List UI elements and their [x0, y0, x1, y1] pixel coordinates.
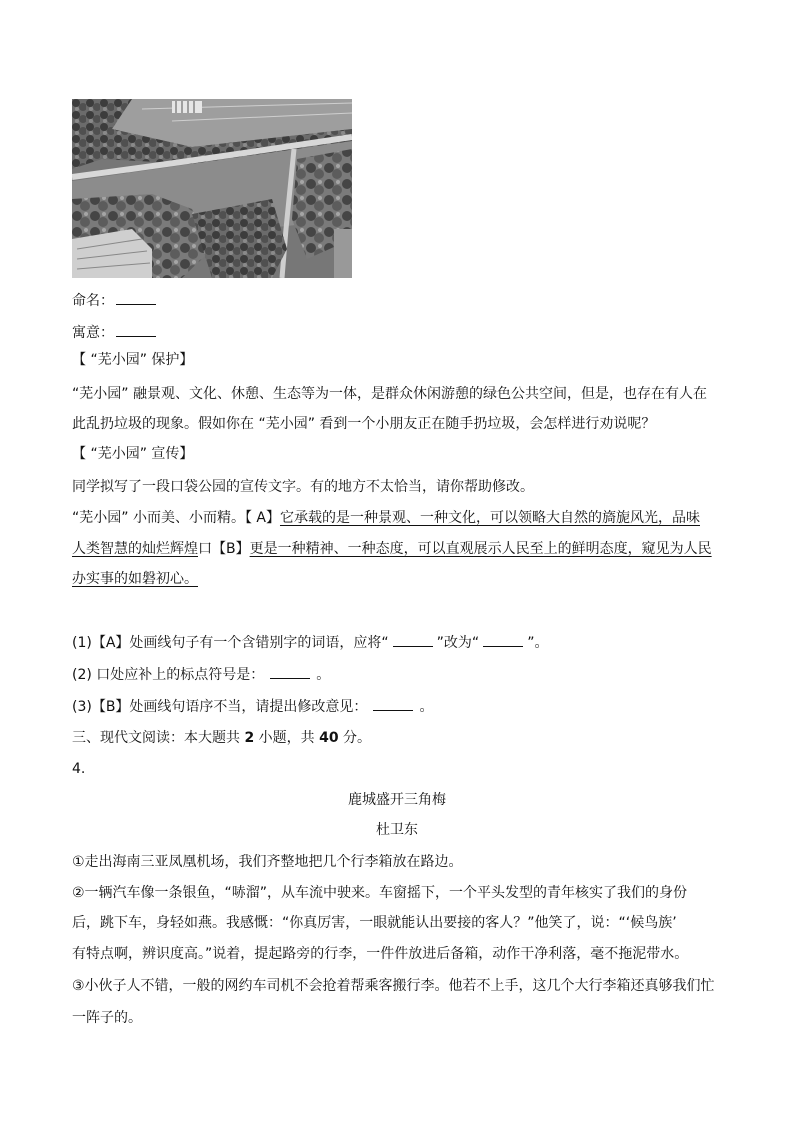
article-paragraph-2-line-3: 有特点啊，辨识度高。”说着，提起路旁的行李，一件件放进后备箱，动作干净利落，毫不拖泥带水。 [72, 946, 689, 962]
section-3-text-c: 分。 [338, 730, 372, 746]
section-protect-heading: 【 “芜小园” 保护】 [72, 352, 194, 368]
section-3-points: 40 [319, 730, 339, 746]
underlined-sentence-a: 它承载的是一种景观、一种文化，可以领略大自然的旖旎风光，品味 [279, 510, 700, 526]
q2-blank[interactable] [270, 664, 310, 679]
question-2 [72, 664, 330, 685]
question-3-text: (3)【B】处画线句语序不当，请提出修改意见： [72, 699, 368, 715]
article-paragraph-2-line-1: ②一辆汽车像一条银鱼，“哧溜”，从车流中驶来。车窗摇下，一个平头发型的青年核实了我们的身份 [72, 885, 688, 901]
question-3 [72, 696, 433, 717]
section-3-count: 2 [244, 730, 255, 746]
question-number-4: 4. [72, 761, 86, 777]
section-3-text-b: 小题，共 [254, 730, 320, 746]
promo-intro: 同学拟写了一段口袋公园的宣传文字。有的地方不太恰当，请你帮助修改。 [72, 479, 534, 495]
q3-blank[interactable] [373, 696, 413, 711]
protect-paragraph-line-1: “芜小园” 融景观、文化、休憩、生态等为一体，是群众休闲游憩的绿色公共空间，但是，也存在有人在 [72, 386, 707, 402]
section-3-text-a: 三、现代文阅读：本大题共 [72, 730, 245, 746]
question-1-text: (1)【A】处画线句子有一个含错别字的词语，应将“ [72, 635, 389, 651]
meaning-answer-blank[interactable] [116, 322, 156, 337]
section-promo-heading: 【 “芜小园” 宣传】 [72, 446, 194, 462]
promo-line-2 [72, 539, 712, 559]
underlined-sentence-b-cont: 办实事的如磐初心。 [72, 571, 198, 587]
protect-paragraph-line-2: 此乱扔垃圾的现象。假如你在 “芜小园” 看到一个小朋友正在随手扔垃圾，会怎样进行劝说呢？ [72, 416, 656, 432]
section-3-heading [72, 728, 371, 748]
punctuation-box: 口 [198, 541, 212, 557]
meaning-row [72, 322, 158, 343]
q1-blank-2[interactable] [483, 632, 523, 647]
question-2-text: (2) 口处应补上的标点符号是： [72, 667, 265, 683]
article-author: 杜卫东 [376, 822, 418, 838]
aerial-park-photo [72, 99, 352, 278]
naming-label: 命名： [72, 293, 114, 309]
q1-blank-1[interactable] [393, 632, 433, 647]
marker-b: 【B】 [212, 541, 250, 557]
question-3-text-end: 。 [419, 699, 434, 715]
question-1-text-mid: ”改为“ [436, 635, 480, 651]
meaning-label: 寓意： [72, 325, 114, 341]
underlined-sentence-a-cont: 人类智慧的灿烂辉煌 [72, 541, 198, 557]
underlined-sentence-b: 更是一种精神、一种态度，可以直观展示人民至上的鲜明态度，窥见为人民 [249, 541, 712, 557]
promo-line-3 [72, 569, 198, 589]
question-1 [72, 632, 548, 653]
question-2-text-end: 。 [316, 667, 331, 683]
article-paragraph-2-line-2: 后，跳下车，身轻如燕。我感慨：“你真厉害，一眼就能认出要接的客人？”他笑了，说：“‘候鸟族’ [72, 915, 677, 931]
article-title: 鹿城盛开三角梅 [348, 792, 446, 808]
question-1-text-end: ”。 [527, 635, 549, 651]
promo-line-1 [72, 508, 700, 528]
article-paragraph-3-line-2: 一阵子的。 [72, 1010, 142, 1026]
promo-text-1a: “芜小园” 小而美、小而精。【 A】 [72, 510, 280, 526]
article-paragraph-1: ①走出海南三亚凤凰机场，我们齐整地把几个行李箱放在路边。 [72, 854, 463, 870]
naming-row [72, 290, 158, 311]
article-paragraph-3-line-1: ③小伙子人不错，一般的网约车司机不会抢着帮乘客搬行李。他若不上手，这几个大行李箱还真够我们忙 [72, 978, 715, 994]
naming-answer-blank[interactable] [116, 290, 156, 305]
